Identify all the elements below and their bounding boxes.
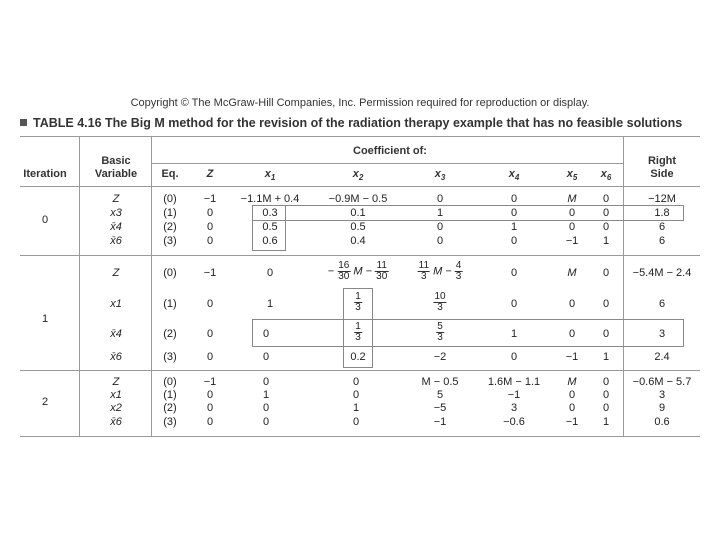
equation-number: (2) [163,221,177,233]
denominator: 3 [355,332,361,343]
cell-x1: 0.3 [262,207,278,219]
cell-rhs: 2.4 [654,351,670,363]
iteration-1-bottom-rule [20,370,700,371]
cell-x1: 0 [262,376,270,388]
cell-x2: 0.2 [350,351,366,363]
numerator: 1 [355,321,361,332]
cell-x3: 0 [436,193,444,205]
cell-x1: 0 [266,267,274,279]
cell-x5: −1 [565,416,579,428]
header-iteration: Iteration [23,168,67,180]
header-bottom-rule [20,186,700,187]
basic-variable: Z [112,267,120,279]
cell-x2: 0 [352,416,360,428]
coefficient-header-rule [151,163,623,164]
basic-variable: x̄6 [110,235,122,247]
cell-x6: 0 [602,402,610,414]
pivot-column-box [252,205,286,251]
cell-x6: 0 [602,298,610,310]
cell-x6: 0 [602,328,610,340]
cell-z: −1 [203,267,217,279]
column-divider [79,136,80,436]
basic-variable: Z [112,376,120,388]
basic-variable: x̄4 [110,221,122,233]
cell-x1: 0 [262,402,270,414]
cell-x3-fraction [433,292,446,313]
cell-rhs: −12M [648,193,676,205]
cell-z: 0 [206,221,214,233]
cell-rhs: −0.6M − 5.7 [632,376,692,388]
cell-rhs: 6 [658,221,666,233]
header-x3-sub: 3 [440,173,446,183]
cell-x4: 0 [510,193,518,205]
cell-z: 0 [206,328,214,340]
cell-x1: −1.1M + 0.4 [240,193,300,205]
cell-x1: 0.6 [262,235,278,247]
pivot-row-box [252,205,684,221]
cell-x2-expression [328,261,389,282]
basic-variable: x̄4 [110,328,122,340]
cell-x2: 0 [352,376,360,388]
cell-x1: 0 [262,351,270,363]
header-x1 [265,168,276,184]
cell-x4: 1.6M − 1.1 [487,376,541,388]
equation-number: (0) [163,376,177,388]
numerator: 10 [434,291,446,302]
header-x6-var: x [600,168,607,180]
header-variable: Variable [94,168,138,180]
fraction [418,261,430,282]
header-x1-var: x [264,168,271,180]
cell-x5: 0 [568,328,576,340]
cell-x2: 0 [352,389,360,401]
header-x2-sub: 2 [358,173,364,183]
equation-number: (1) [163,298,177,310]
cell-x4: −0.6 [503,416,525,428]
cell-x2: 1 [352,402,360,414]
table-top-rule [20,136,700,137]
basic-variable: x̄6 [110,416,122,428]
cell-z: 0 [206,235,214,247]
cell-x1: 1 [262,389,270,401]
cell-x4: 1 [510,328,518,340]
iteration-label: 1 [41,313,49,325]
basic-variable: Z [112,193,120,205]
iteration-label: 0 [41,214,49,226]
header-x4-sub: 4 [514,173,520,183]
numerator: 5 [437,321,443,332]
denominator: 3 [421,271,427,282]
cell-x4: 0 [510,298,518,310]
cell-x4: 0 [510,235,518,247]
header-x4 [509,168,520,184]
table-title-text: TABLE 4.16 The Big M method for the revision of the radiation therapy example that has no feasible solutions [33,116,683,130]
cell-z: 0 [206,207,214,219]
cell-rhs: −5.4M − 2.4 [632,267,692,279]
cell-z: 0 [206,416,214,428]
header-eq: Eq. [161,168,179,180]
basic-variable: x1 [110,298,122,310]
cell-x3: 0 [436,221,444,233]
header-z: Z [206,168,214,180]
pivot-row-box [252,319,684,347]
cell-x5: M [567,267,577,279]
header-x6-sub: 6 [606,173,612,183]
fraction [375,261,388,282]
cell-x4: 1 [510,221,518,233]
basic-variable: x̄6 [110,351,122,363]
cell-x6: 0 [602,389,610,401]
equation-number: (1) [163,389,177,401]
cell-x3: −2 [433,351,447,363]
cell-x6: 1 [602,351,610,363]
basic-variable: x2 [110,402,122,414]
numerator: 11 [376,260,387,271]
fraction [455,261,463,282]
cell-x6: 0 [602,207,610,219]
fraction [433,292,446,313]
cell-x2: −0.9M − 0.5 [328,193,388,205]
cell-x4: 0 [510,207,518,219]
cell-x1: 1 [266,298,274,310]
header-x2 [353,168,364,184]
iteration-0-bottom-rule [20,255,700,256]
operator: M − [353,265,373,278]
cell-rhs: 1.8 [654,207,670,219]
cell-x6: 0 [602,221,610,233]
cell-x5: M [567,193,577,205]
cell-x1: 0.5 [262,221,278,233]
fraction [337,261,350,282]
cell-z: 0 [206,389,214,401]
cell-x4: −1 [507,389,521,401]
basic-variable: x3 [110,207,122,219]
header-x2-var: x [352,168,359,180]
header-right: Right [647,155,677,167]
denominator: 3 [355,302,361,313]
cell-x6: 0 [602,267,610,279]
cell-z: 0 [206,402,214,414]
cell-rhs: 6 [658,235,666,247]
cell-x5: 0 [568,389,576,401]
cell-rhs: 3 [658,389,666,401]
denominator: 30 [376,271,388,282]
equation-number: (3) [163,416,177,428]
header-x6 [601,168,612,184]
header-x5-sub: 5 [572,173,578,183]
equation-number: (2) [163,328,177,340]
cell-rhs: 3 [658,328,666,340]
cell-z: −1 [203,376,217,388]
cell-x5: M [567,376,577,388]
cell-x5: 0 [568,402,576,414]
cell-x3: −5 [433,402,447,414]
cell-rhs: 0.6 [654,416,670,428]
table-title [20,116,682,130]
equation-number: (3) [163,351,177,363]
header-x4-var: x [508,168,515,180]
equation-number: (3) [163,235,177,247]
cell-x3: M − 0.5 [421,376,459,388]
cell-x3: 5 [436,389,444,401]
cell-z: −1 [203,193,217,205]
cell-x3: 0 [436,235,444,247]
cell-x4: 0 [510,267,518,279]
cell-x4: 0 [510,351,518,363]
equation-number: (0) [163,193,177,205]
table-bottom-rule [20,436,700,437]
cell-x2: 0.4 [350,235,366,247]
column-divider [151,136,152,436]
equation-number: (1) [163,207,177,219]
header-x1-sub: 1 [270,173,276,183]
numerator: 16 [338,260,350,271]
operator: M − [433,265,452,278]
cell-rhs: 6 [658,298,666,310]
cell-x5: 0 [568,207,576,219]
iteration-label: 2 [41,396,49,408]
cell-x4: 3 [510,402,518,414]
denominator: 30 [338,271,350,282]
cell-x5: −1 [565,351,579,363]
header-x3 [435,168,446,184]
cell-x1: 0 [262,328,270,340]
sign: − [327,265,335,278]
numerator: 1 [355,291,361,302]
cell-x3-expression [418,261,463,282]
numerator: 4 [455,260,462,271]
denominator: 3 [437,302,443,313]
cell-x3: 1 [436,207,444,219]
column-divider [623,136,624,436]
cell-x1: 0 [262,416,270,428]
cell-x5: 0 [568,221,576,233]
cell-x3: −1 [433,416,447,428]
header-x5 [567,168,578,184]
numerator: 11 [418,260,430,271]
cell-x6: 0 [602,376,610,388]
header-coefficient-of: Coefficient of: [353,145,427,157]
denominator: 3 [455,271,462,282]
cell-rhs: 9 [658,402,666,414]
copyright-notice: Copyright © The McGraw-Hill Companies, Inc. Permission required for reproduction or display. [130,97,590,109]
cell-z: 0 [206,298,214,310]
bullet-square-icon [20,119,27,126]
cell-x6: 1 [602,235,610,247]
cell-x6: 1 [602,416,610,428]
cell-z: 0 [206,351,214,363]
denominator: 3 [437,332,443,343]
cell-x5: 0 [568,298,576,310]
basic-variable: x1 [110,389,122,401]
equation-number: (2) [163,402,177,414]
header-x5-var: x [566,168,573,180]
header-basic: Basic [101,155,131,167]
cell-x2: 0.1 [350,207,366,219]
equation-number: (0) [163,267,177,279]
cell-x6: 0 [602,193,610,205]
header-side: Side [650,168,674,180]
cell-x5: −1 [565,235,579,247]
cell-x2: 0.5 [350,221,366,233]
header-x3-var: x [434,168,441,180]
